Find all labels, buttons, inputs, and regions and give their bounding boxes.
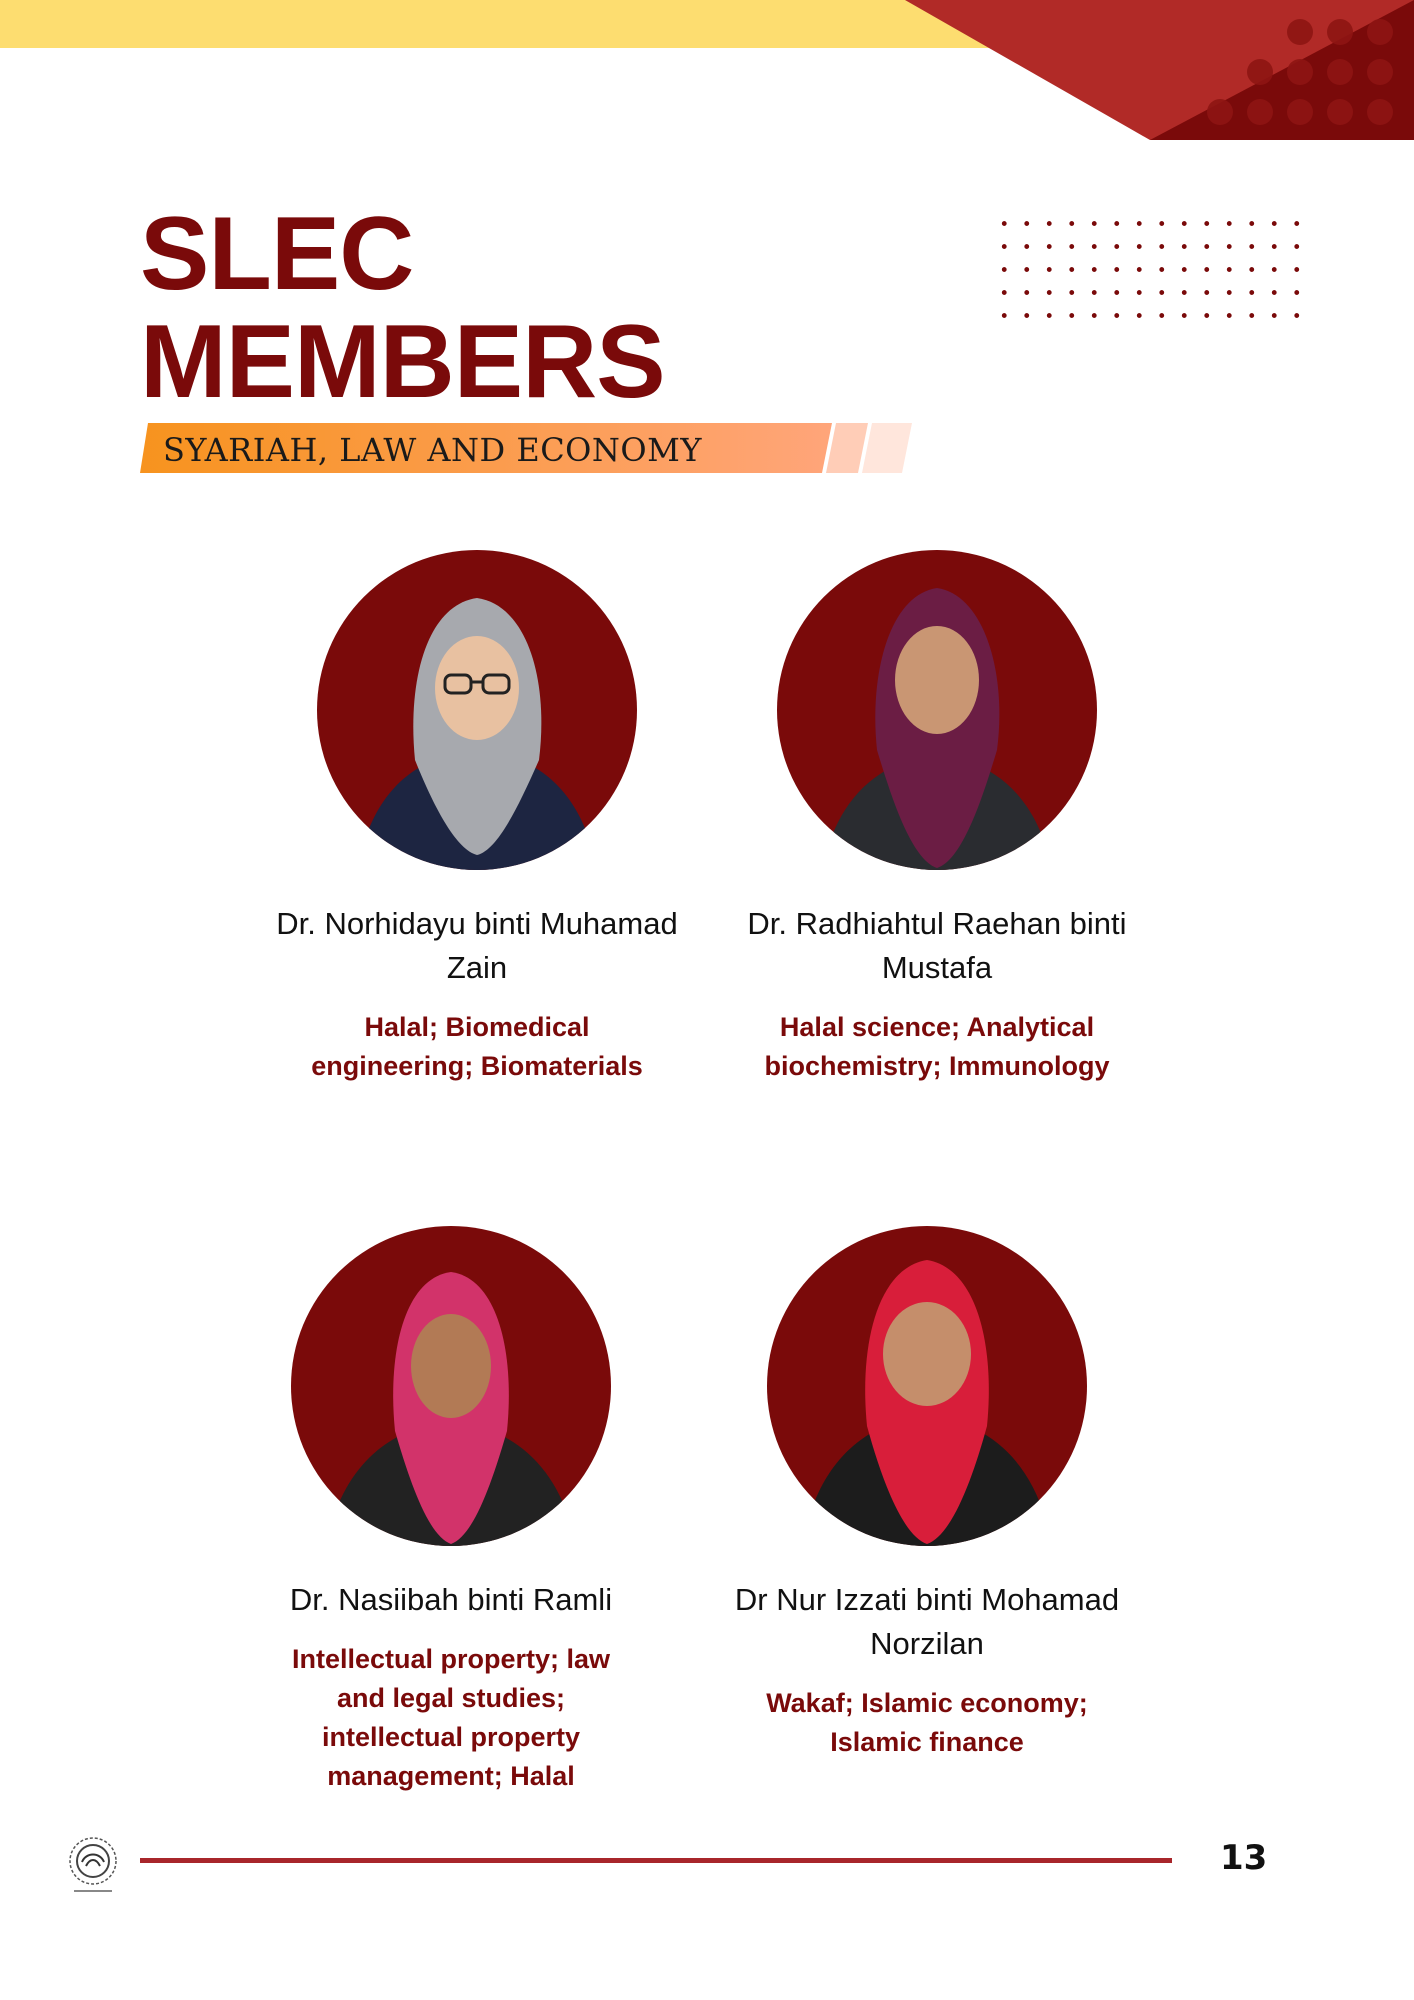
portrait-icon [291, 1226, 611, 1546]
page-title [140, 196, 665, 420]
member-card [717, 1226, 1137, 1762]
member-name: Dr Nur Izzati binti Mohamad Norzilan [734, 1582, 1120, 1661]
calligraphy-seal-icon [66, 1836, 120, 1896]
member-card [727, 550, 1147, 1086]
member-photo [317, 550, 637, 870]
member-field: Intellectual property; law and legal studies; intellectual property management; Halal [291, 1644, 611, 1791]
member-card [241, 1226, 661, 1796]
member-photo [767, 1226, 1087, 1546]
member-name: Dr. Nasiibah binti Ramli [289, 1582, 613, 1617]
portrait-icon [777, 550, 1097, 870]
portrait-icon [767, 1226, 1087, 1546]
member-name: Dr. Radhiahtul Raehan binti Mustafa [747, 906, 1127, 985]
member-field: Halal science; Analytical biochemistry; Immunology [764, 1012, 1110, 1081]
member-photo [291, 1226, 611, 1546]
page-title-line-2: MEMBERS [140, 304, 665, 420]
member-name: Dr. Norhidayu binti Muhamad Zain [276, 906, 678, 985]
subtitle-text: SYARIAH, LAW AND ECONOMY [163, 431, 703, 469]
top-decoration [0, 0, 1414, 140]
member-photo [777, 550, 1097, 870]
member-card [267, 550, 687, 1086]
member-field: Halal; Biomedical engineering; Biomaterials [311, 1012, 643, 1081]
member-field: Wakaf; Islamic economy; Islamic finance [766, 1688, 1088, 1757]
dot-grid-decoration [993, 212, 1303, 327]
footer-divider [140, 1858, 1172, 1863]
page-title-line-1: SLEC [140, 196, 414, 312]
portrait-icon [317, 550, 637, 870]
page-number: 13 [1220, 1838, 1268, 1878]
